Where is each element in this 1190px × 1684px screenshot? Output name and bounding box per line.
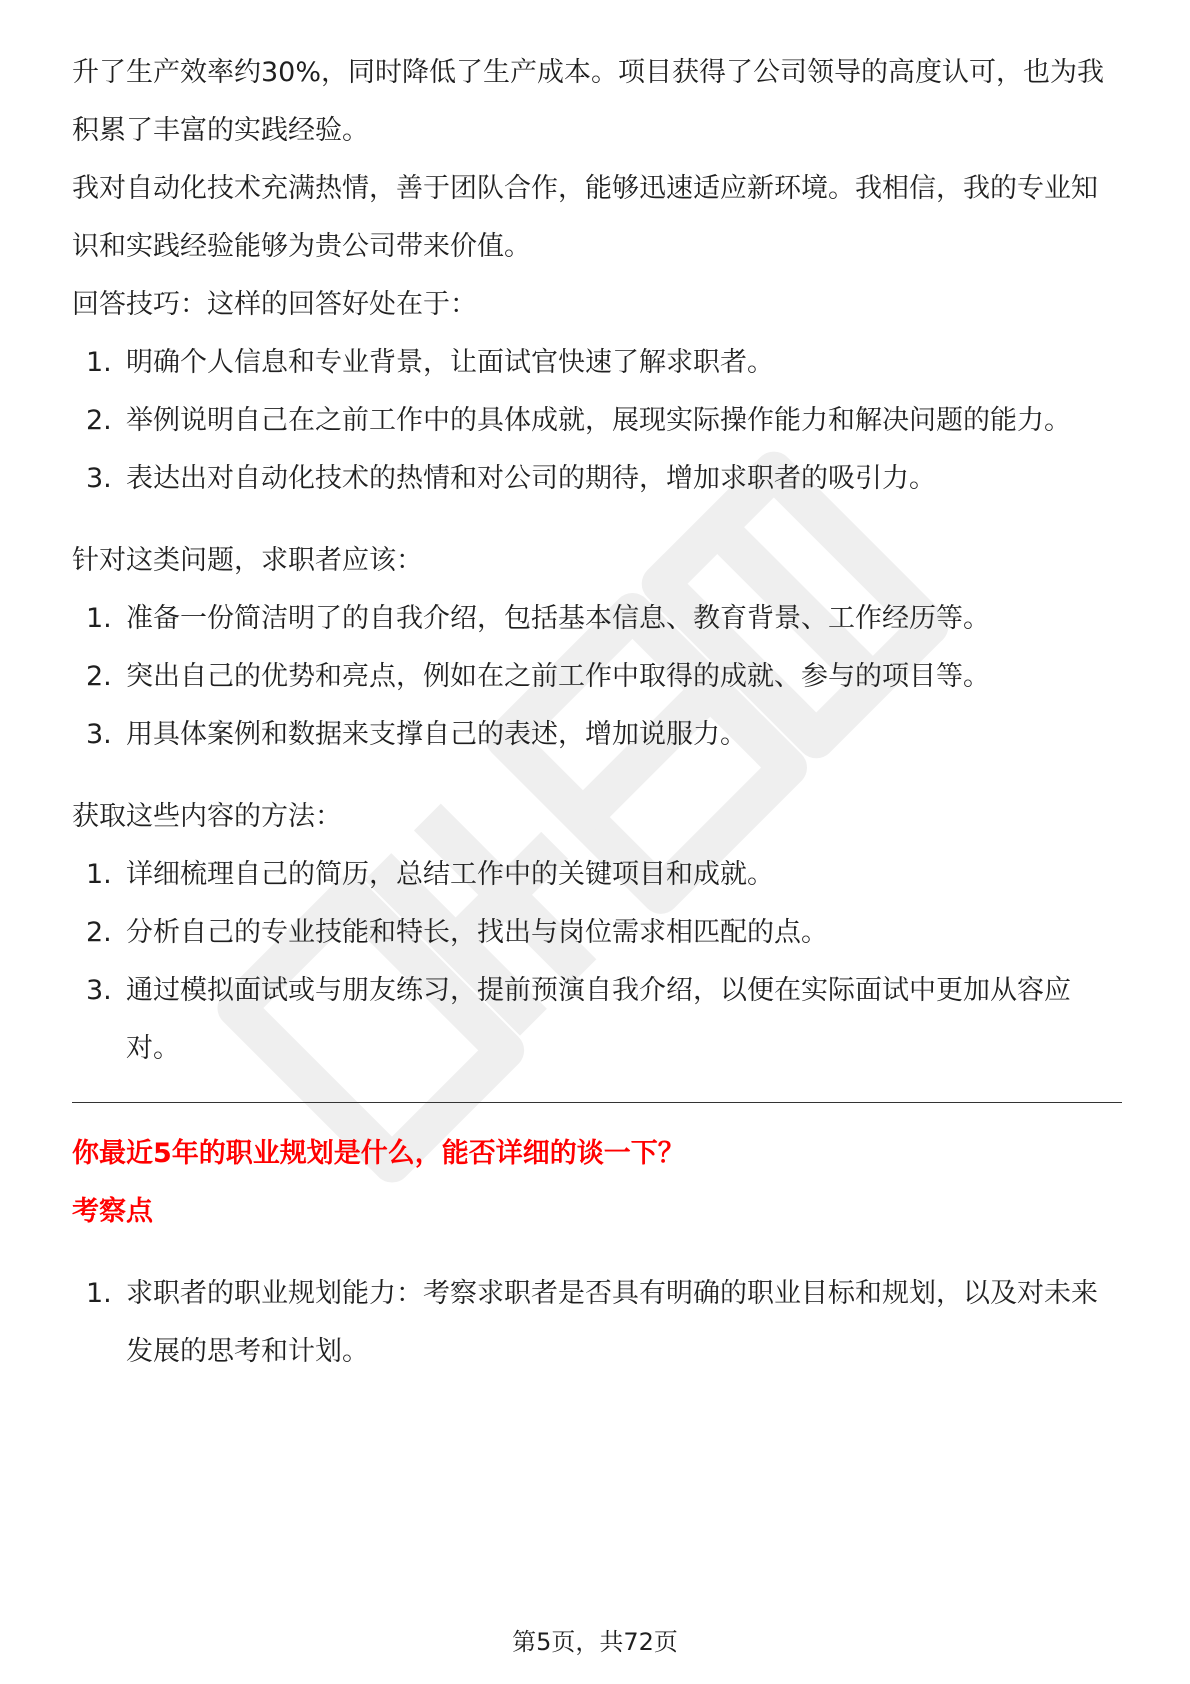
advice-list: [72, 590, 1122, 764]
list-item: [72, 648, 1122, 706]
methods-heading: 获取这些内容的方法：: [72, 801, 342, 832]
list-number: 1.: [86, 347, 112, 378]
list-item-text: 突出自己的优势和亮点，例如在之前工作中取得的成就、参与的项目等。: [126, 661, 990, 692]
list-item: [72, 1265, 1122, 1381]
tips-list: [72, 334, 1122, 508]
list-number: 1.: [86, 859, 112, 890]
assessment-list: [72, 1265, 1122, 1381]
list-number: 3.: [86, 463, 112, 494]
intro-paragraph-2: 我对自动化技术充满热情，善于团队合作，能够迅速适应新环境。我相信，我的专业知识和实践经验能够为贵公司带来价值。: [72, 173, 1098, 262]
list-item: [72, 962, 1122, 1078]
page-footer: 第5页，共72页: [512, 1628, 678, 1656]
list-item: [72, 904, 1122, 962]
list-number: 3.: [86, 719, 112, 750]
assessment-heading: 考察点: [72, 1196, 153, 1227]
intro-paragraph-1: 升了生产效率约30%，同时降低了生产成本。项目获得了公司领导的高度认可，也为我积累了丰富的实践经验。: [72, 57, 1105, 146]
list-number: 2.: [86, 405, 112, 436]
question-title: 你最近5年的职业规划是什么，能否详细的谈一下？: [72, 1138, 685, 1169]
list-item-text: 表达出对自动化技术的热情和对公司的期待，增加求职者的吸引力。: [126, 463, 936, 494]
list-number: 1.: [86, 1278, 112, 1309]
list-number: 2.: [86, 917, 112, 948]
main-content: [72, 44, 1122, 1405]
advice-heading: 针对这类问题，求职者应该：: [72, 545, 423, 576]
list-item-text: 用具体案例和数据来支撑自己的表述，增加说服力。: [126, 719, 747, 750]
list-item: [72, 846, 1122, 904]
list-number: 2.: [86, 661, 112, 692]
list-item: [72, 392, 1122, 450]
list-number: 1.: [86, 603, 112, 634]
list-item-text: 通过模拟面试或与朋友练习，提前预演自我介绍，以便在实际面试中更加从容应对。: [126, 975, 1071, 1064]
section-divider: [72, 1102, 1122, 1103]
list-item-text: 举例说明自己在之前工作中的具体成就，展现实际操作能力和解决问题的能力。: [126, 405, 1071, 436]
list-item: [72, 706, 1122, 764]
list-item-text: 准备一份简洁明了的自我介绍，包括基本信息、教育背景、工作经历等。: [126, 603, 990, 634]
list-item-text: 求职者的职业规划能力：考察求职者是否具有明确的职业目标和规划，以及对未来发展的思考和计划。: [126, 1278, 1098, 1367]
list-item-text: 分析自己的专业技能和特长，找出与岗位需求相匹配的点。: [126, 917, 828, 948]
list-item-text: 明确个人信息和专业背景，让面试官快速了解求职者。: [126, 347, 774, 378]
list-item: [72, 334, 1122, 392]
list-item-text: 详细梳理自己的简历，总结工作中的关键项目和成就。: [126, 859, 774, 890]
tips-heading: 回答技巧：这样的回答好处在于：: [72, 289, 477, 320]
methods-list: [72, 846, 1122, 1078]
list-item: [72, 590, 1122, 648]
list-number: 3.: [86, 975, 112, 1006]
list-item: [72, 450, 1122, 508]
